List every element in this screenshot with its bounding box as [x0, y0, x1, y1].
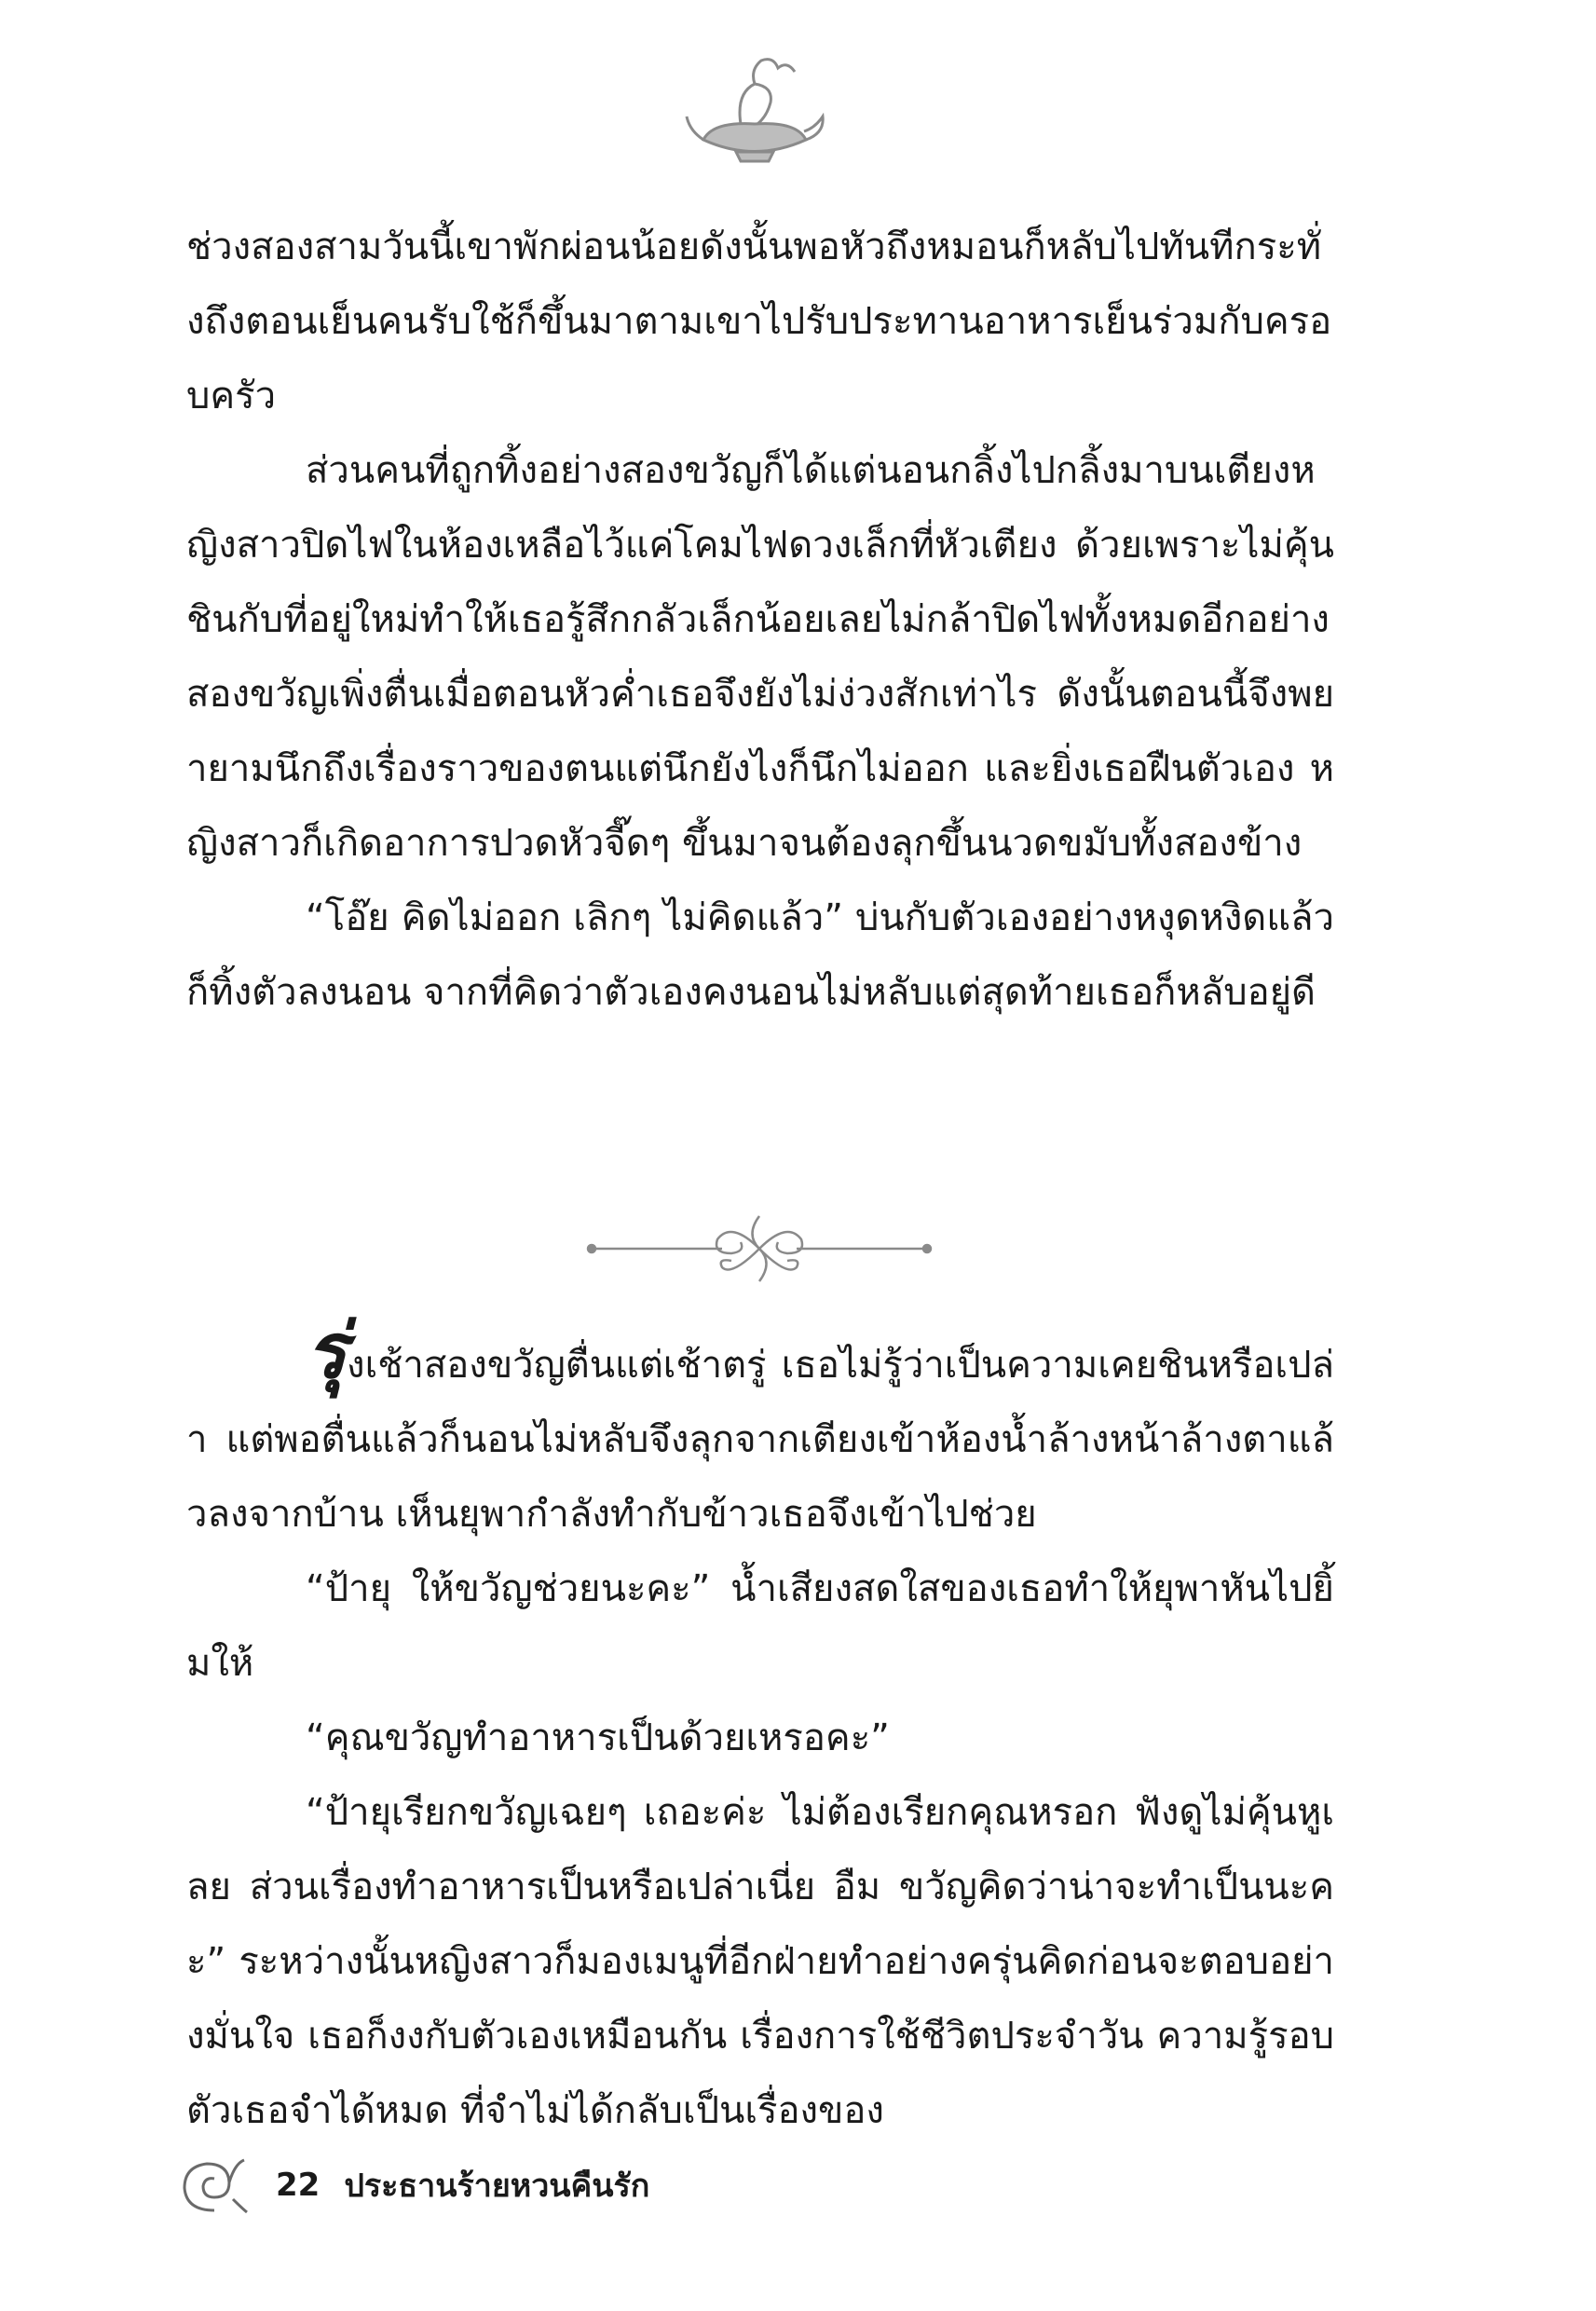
- paragraph: “ป้ายุ ให้ขวัญช่วยนะคะ” น้ำเสียงสดใสของเธอทำให้ยุพาหันไปยิ้มให้: [186, 1567, 1334, 1685]
- swirl-icon: [177, 2153, 250, 2218]
- page-footer: [177, 2153, 649, 2218]
- drop-cap: รุ่: [306, 1306, 348, 1396]
- flourish-divider-icon: [582, 1197, 936, 1300]
- paragraph: ช่วงสองสามวันนี้เขาพักผ่อนน้อยดังนั้นพอหัวถึงหมอนก็หลับไปทันทีกระทั่งถึงตอนเย็นคนรับใช้ก็ขึ้นมาตามเขาไปรับประทานอาหารเย็นร่วมกับครอบครัว: [186, 226, 1332, 417]
- text-block-top: [186, 210, 1334, 1030]
- paragraph: “โอ๊ย คิดไม่ออก เลิกๆ ไม่คิดแล้ว” บ่นกับตัวเองอย่างหงุดหงิดแล้วก็ทิ้งตัวลงนอน จากที่คิดว่าตัวเองคงนอนไม่หลับแต่สุดท้ายเธอก็หลับอยู่ดี: [186, 896, 1334, 1014]
- paragraph: “ป้ายุเรียกขวัญเฉยๆ เถอะค่ะ ไม่ต้องเรียกคุณหรอก ฟังดูไม่คุ้นหูเลย ส่วนเรื่องทำอาหารเป็นหรือเปล่าเนี่ย อืม ขวัญคิดว่าน่าจะทำเป็นนะคะ” ระหว่างนั้นหญิงสาวก็มองเมนูที่อีกฝ่ายทำอย่างครุ่นคิดก่อนจะตอบอย่างมั่นใจ เธอก็งงกับตัวเองเหมือนกัน เรื่องการใช้ชีวิตประจำวัน ความรู้รอบตัวเธอจำได้หมด ที่จำไม่ได้กลับเป็นเรื่องของ: [186, 1791, 1334, 2132]
- paragraph: [186, 1306, 1334, 1552]
- book-title: ประธานร้ายหวนคืนรัก: [344, 2167, 650, 2205]
- genie-lamp-icon: [685, 51, 825, 168]
- page-number: 22: [276, 2167, 321, 2204]
- text-block-bottom: [186, 1306, 1334, 2148]
- paragraph: “คุณขวัญทำอาหารเป็นด้วยเหรอคะ”: [306, 1716, 890, 1759]
- paragraph: ส่วนคนที่ถูกทิ้งอย่างสองขวัญก็ได้แต่นอนกลิ้งไปกลิ้งมาบนเตียงหญิงสาวปิดไฟในห้องเหลือไว้แค่โคมไฟดวงเล็กที่หัวเตียง ด้วยเพราะไม่คุ้นชินกับที่อยู่ใหม่ทำให้เธอรู้สึกกลัวเล็กน้อยเลยไม่กล้าปิดไฟทั้งหมดอีกอย่างสองขวัญเพิ่งตื่นเมื่อตอนหัวค่ำเธอจึงยังไม่ง่วงสักเท่าไร ดังนั้นตอนนี้จึงพยายามนึกถึงเรื่องราวของตนแต่นึกยังไงก็นึกไม่ออก และยิ่งเธอฝืนตัวเอง หญิงสาวก็เกิดอาการปวดหัวจี๊ดๆ ขึ้นมาจนต้องลุกขึ้นนวดขมับทั้งสองข้าง: [186, 449, 1334, 865]
- paragraph-text: งเช้าสองขวัญตื่นแต่เช้าตรู่ เธอไม่รู้ว่าเป็นความเคยชินหรือเปล่า แต่พอตื่นแล้วก็นอนไม่หลับจึงลุกจากเตียงเข้าห้องน้ำล้างหน้าล้างตาแล้วลงจากบ้าน เห็นยุพากำลังทำกับข้าวเธอจึงเข้าไปช่วย: [186, 1344, 1334, 1536]
